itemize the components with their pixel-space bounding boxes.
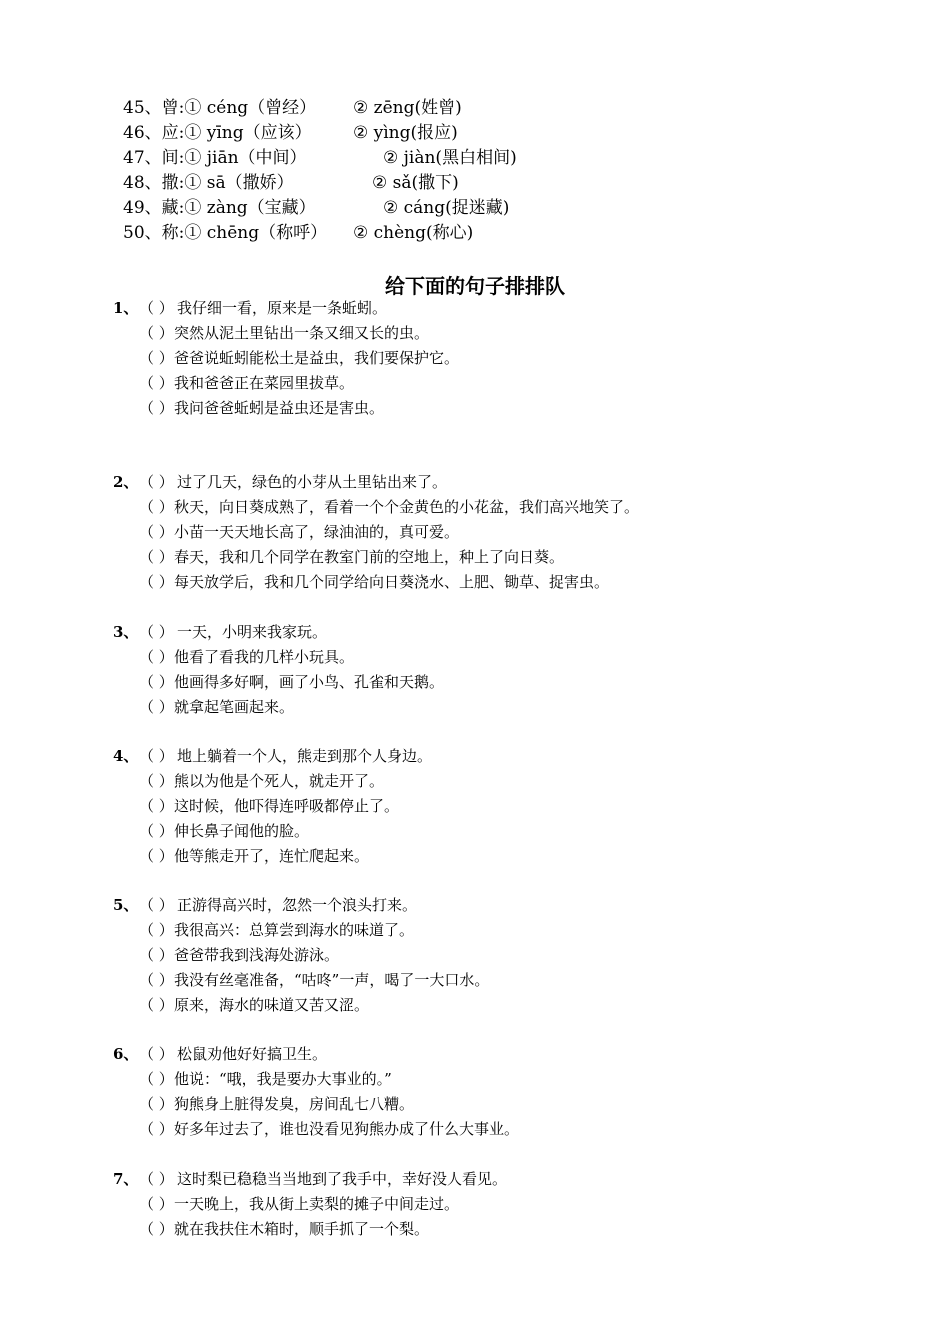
- answer-blank[interactable]: （ ）: [139, 548, 174, 566]
- exercise-4: [113, 744, 432, 869]
- exercise-number: 5、: [113, 896, 139, 914]
- exercise-line: [113, 396, 459, 421]
- polyphone-row: [123, 221, 517, 246]
- polyphone-row: [123, 171, 517, 196]
- sentence: 小苗一天天地长高了，绿油油的，真可爱。: [174, 523, 460, 541]
- answer-blank[interactable]: （ ）: [139, 1120, 174, 1138]
- exercise-6: [113, 1042, 519, 1142]
- answer-blank[interactable]: （ ）: [139, 349, 174, 367]
- sentence: 原来，海水的味道又苦又涩。: [174, 996, 370, 1014]
- sentence: 过了几天，绿色的小芽从土里钻出来了。: [177, 473, 448, 491]
- exercise-line: [113, 1092, 519, 1117]
- exercise-line: [113, 893, 489, 918]
- sentence: 我仔细一看，原来是一条蚯蚓。: [177, 299, 388, 317]
- exercise-line: [113, 1167, 507, 1192]
- sentence: 伸长鼻子闻他的脸。: [174, 822, 310, 840]
- answer-blank[interactable]: （ ）: [139, 573, 174, 591]
- reading-two: ② yìng(报应): [353, 123, 458, 143]
- sentence: 就在我扶住木箱时，顺手抓了一个梨。: [174, 1220, 430, 1238]
- exercise-line: [113, 993, 489, 1018]
- sentence: 春天，我和几个同学在教室门前的空地上，种上了向日葵。: [174, 548, 565, 566]
- sentence: 他说：“哦，我是要办大事业的。”: [174, 1070, 392, 1088]
- exercise-1: [113, 296, 459, 421]
- sentence: 爸爸带我到浅海处游泳。: [174, 946, 340, 964]
- answer-blank[interactable]: （ ）: [139, 797, 174, 815]
- sentence: 我没有丝毫准备，“咕咚”一声，喝了一大口水。: [174, 971, 490, 989]
- exercise-line: [113, 769, 432, 794]
- reading-one: 49、藏:① zàng（宝藏）: [123, 198, 316, 218]
- exercise-line: [113, 495, 639, 520]
- exercise-number: 4、: [113, 747, 139, 765]
- answer-blank[interactable]: （ ）: [139, 473, 174, 491]
- exercise-line: [113, 1067, 519, 1092]
- reading-two: ② jiàn(黑白相间): [383, 148, 517, 168]
- exercise-line: [113, 1217, 507, 1242]
- answer-blank[interactable]: （ ）: [139, 648, 174, 666]
- answer-blank[interactable]: （ ）: [139, 971, 174, 989]
- answer-blank[interactable]: （ ）: [139, 747, 174, 765]
- exercise-line: [113, 819, 432, 844]
- answer-blank[interactable]: （ ）: [139, 324, 174, 342]
- sentence: 我问爸爸蚯蚓是益虫还是害虫。: [174, 399, 385, 417]
- exercise-line: [113, 371, 459, 396]
- exercise-line: [113, 968, 489, 993]
- answer-blank[interactable]: （ ）: [139, 847, 174, 865]
- sentence: 爸爸说蚯蚓能松土是益虫，我们要保护它。: [174, 349, 460, 367]
- exercise-2: [113, 470, 639, 595]
- sentence: 这时候，他吓得连呼吸都停止了。: [174, 797, 400, 815]
- answer-blank[interactable]: （ ）: [139, 498, 174, 516]
- sentence: 我很高兴：总算尝到海水的味道了。: [174, 921, 415, 939]
- sentence: 松鼠劝他好好搞卫生。: [177, 1045, 328, 1063]
- exercise-line: [113, 321, 459, 346]
- answer-blank[interactable]: （ ）: [139, 623, 174, 641]
- answer-blank[interactable]: （ ）: [139, 1170, 174, 1188]
- answer-blank[interactable]: （ ）: [139, 523, 174, 541]
- sentence: 他画得多好啊，画了小鸟、孔雀和天鹅。: [174, 673, 445, 691]
- answer-blank[interactable]: （ ）: [139, 1045, 174, 1063]
- sentence: 熊以为他是个死人，就走开了。: [174, 772, 385, 790]
- sentence: 正游得高兴时，忽然一个浪头打来。: [177, 896, 418, 914]
- exercise-line: [113, 695, 444, 720]
- sentence: 一天晚上，我从街上卖梨的摊子中间走过。: [174, 1195, 460, 1213]
- sentence: 这时梨已稳稳当当地到了我手中，幸好没人看见。: [177, 1170, 508, 1188]
- answer-blank[interactable]: （ ）: [139, 1220, 174, 1238]
- answer-blank[interactable]: （ ）: [139, 299, 174, 317]
- exercise-number: 7、: [113, 1170, 139, 1188]
- exercise-line: [113, 670, 444, 695]
- answer-blank[interactable]: （ ）: [139, 822, 174, 840]
- polyphone-list: [123, 96, 517, 246]
- reading-two: ② cáng(捉迷藏): [383, 198, 510, 218]
- exercise-number: 6、: [113, 1045, 139, 1063]
- exercise-line: [113, 296, 459, 321]
- exercise-5: [113, 893, 489, 1018]
- polyphone-row: [123, 196, 517, 221]
- exercise-line: [113, 570, 639, 595]
- sentence: 就拿起笔画起来。: [174, 698, 295, 716]
- reading-two: ② chèng(称心): [353, 223, 474, 243]
- reading-one: 50、称:① chēng（称呼）: [123, 223, 328, 243]
- answer-blank[interactable]: （ ）: [139, 996, 174, 1014]
- polyphone-row: [123, 96, 517, 121]
- reading-two: ② zēng(姓曾): [353, 98, 462, 118]
- exercise-line: [113, 645, 444, 670]
- answer-blank[interactable]: （ ）: [139, 896, 174, 914]
- reading-one: 48、撒:① sā（撒娇）: [123, 173, 294, 193]
- reading-one: 45、曾:① céng（曾经）: [123, 98, 317, 118]
- answer-blank[interactable]: （ ）: [139, 772, 174, 790]
- exercise-line: [113, 470, 639, 495]
- exercise-line: [113, 620, 444, 645]
- exercise-line: [113, 794, 432, 819]
- exercise-number: 1、: [113, 299, 139, 317]
- exercise-line: [113, 844, 432, 869]
- exercise-number: 2、: [113, 473, 139, 491]
- sentence: 狗熊身上脏得发臭，房间乱七八糟。: [174, 1095, 415, 1113]
- exercise-line: [113, 1192, 507, 1217]
- exercise-number: 3、: [113, 623, 139, 641]
- exercise-7: [113, 1167, 507, 1242]
- polyphone-row: [123, 121, 517, 146]
- answer-blank[interactable]: （ ）: [139, 1095, 174, 1113]
- answer-blank[interactable]: （ ）: [139, 698, 174, 716]
- section-title: 给下面的句子排排队: [385, 274, 565, 298]
- answer-blank[interactable]: （ ）: [139, 921, 174, 939]
- exercise-line: [113, 744, 432, 769]
- answer-blank[interactable]: （ ）: [139, 1070, 174, 1088]
- answer-blank[interactable]: （ ）: [139, 673, 174, 691]
- exercise-line: [113, 918, 489, 943]
- sentence: 我和爸爸正在菜园里拔草。: [174, 374, 355, 392]
- answer-blank[interactable]: （ ）: [139, 399, 174, 417]
- exercise-line: [113, 346, 459, 371]
- polyphone-row: [123, 146, 517, 171]
- sentence: 突然从泥土里钻出一条又细又长的虫。: [174, 324, 430, 342]
- sentence: 一天，小明来我家玩。: [177, 623, 328, 641]
- sentence: 他看了看我的几样小玩具。: [174, 648, 355, 666]
- sentence: 秋天，向日葵成熟了，看着一个个金黄色的小花盆，我们高兴地笑了。: [174, 498, 640, 516]
- exercise-line: [113, 1117, 519, 1142]
- exercise-3: [113, 620, 444, 720]
- sentence: 每天放学后，我和几个同学给向日葵浇水、上肥、锄草、捉害虫。: [174, 573, 610, 591]
- exercise-line: [113, 1042, 519, 1067]
- reading-one: 46、应:① yīng（应该）: [123, 123, 312, 143]
- sentence: 地上躺着一个人，熊走到那个人身边。: [177, 747, 433, 765]
- exercise-line: [113, 943, 489, 968]
- reading-two: ② sǎ(撒下): [372, 173, 459, 193]
- exercise-line: [113, 520, 639, 545]
- answer-blank[interactable]: （ ）: [139, 374, 174, 392]
- exercise-line: [113, 545, 639, 570]
- answer-blank[interactable]: （ ）: [139, 946, 174, 964]
- sentence: 他等熊走开了，连忙爬起来。: [174, 847, 370, 865]
- sentence: 好多年过去了，谁也没看见狗熊办成了什么大事业。: [174, 1120, 520, 1138]
- reading-one: 47、间:① jiān（中间）: [123, 148, 307, 168]
- answer-blank[interactable]: （ ）: [139, 1195, 174, 1213]
